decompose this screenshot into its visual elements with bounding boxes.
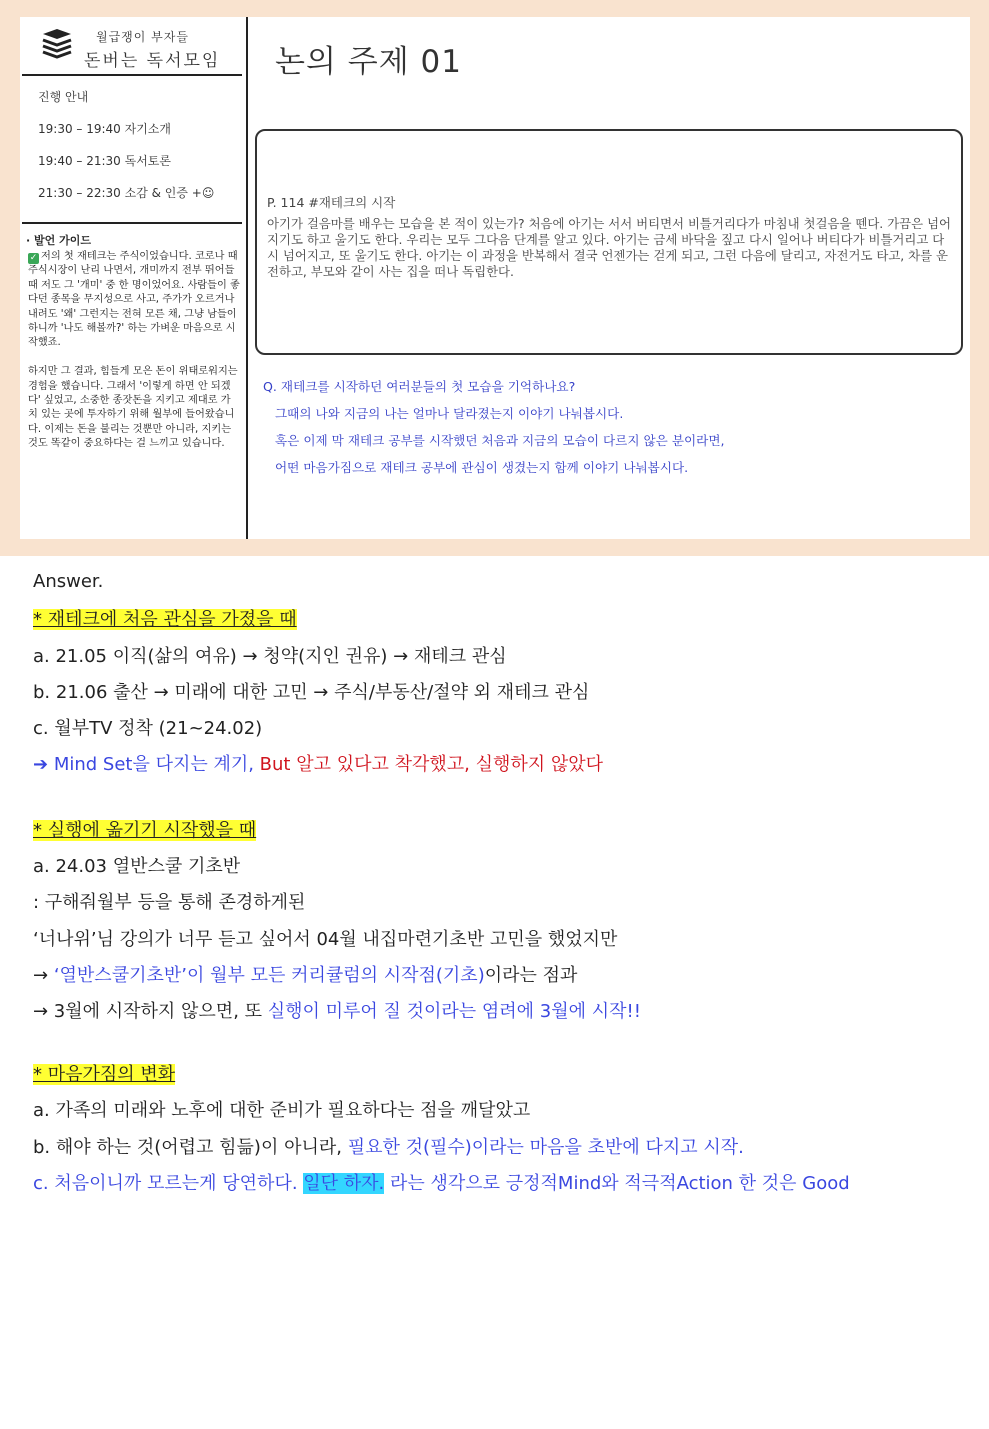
schedule-item: 19:40 – 21:30 독서토론 [38, 154, 171, 168]
answer-item [33, 1000, 641, 1024]
section-heading [33, 608, 297, 632]
brand-subtitle: 월급쟁이 부자들 [96, 30, 189, 44]
slide-sidebar [20, 17, 248, 539]
slide-background [0, 0, 989, 556]
heading-text: * 실행에 옮기기 시작했을 때 [33, 820, 257, 841]
schedule-list [38, 89, 214, 217]
answer-text: 이라는 점과 [484, 965, 578, 986]
passage-box [255, 129, 963, 355]
answer-item: c. 월부TV 정착 (21~24.02) [33, 718, 263, 739]
answer-text-blue: ‘열반스쿨기초반’이 월부 모든 커리큘럼의 시작점(기초) [53, 965, 485, 986]
checkbox-checked-icon: ✓ [29, 253, 38, 263]
guide-paragraph: 하지만 그 결과, 힘들게 모은 돈이 위태로워지는 경험을 했습니다. 그래서 '이렇게 하면 안 되겠다' 싶었고, 소중한 종잣돈을 지키고 제대로 가치 있는 곳에 투자하기 위해 월부에 들어왔습니다. 이제는 돈을 불리는 것뿐만 아니라, 지키는 것도 똑같이 중요하다는 걸 느끼고 있습니다. [28, 366, 238, 450]
answer-item: b. 21.06 출산 → 미래에 대한 고민 → 주식/부동산/절약 외 재테크 관심 [33, 682, 590, 703]
book-stack-icon [40, 27, 74, 61]
answer-item: a. 21.05 이직(삶의 여유) → 청약(지인 권유) → 재테크 관심 [33, 646, 507, 667]
question-line: 그때의 나와 지금의 나는 얼마나 달라졌는지 이야기 나눠봅시다. [275, 406, 624, 421]
arrow-icon: → [33, 965, 54, 986]
discussion-question [263, 379, 725, 487]
answer-item: ‘너나위’님 강의가 너무 듣고 싶어서 04월 내집마련기초반 고민을 했었지만 [33, 929, 618, 950]
question-title: Q. 재테크를 시작하던 여러분들의 첫 모습을 기억하나요? [263, 379, 576, 394]
answer-text: b. 해야 하는 것(어렵고 힘듦)이 아니라, [33, 1137, 348, 1158]
answer-label: Answer. [33, 571, 104, 592]
heading-text: * 마음가짐의 변화 [33, 1064, 176, 1085]
answer-item: : 구해줘월부 등을 통해 존경하게된 [33, 892, 306, 913]
answer-text: → 3월에 시작하지 않으면, 또 [33, 1001, 268, 1022]
answer-text-blue: Mind Set을 다지는 계기, [48, 754, 254, 775]
answer-item [33, 1136, 744, 1160]
section-heading [33, 1063, 175, 1087]
schedule-heading: 진행 안내 [38, 90, 89, 104]
topic-title: 논의 주제 01 [275, 44, 462, 80]
answer-text-blue: 라는 생각으로 긍정적Mind와 적극적Action 한 것은 Good [384, 1173, 850, 1194]
brand-header [22, 17, 242, 76]
answer-text-blue: c. 처음이니까 모르는게 당연하다. [33, 1173, 304, 1194]
passage-reference: P. 114 #재테크의 시작 [267, 195, 396, 210]
guide-title: · 발언 가이드 [26, 234, 91, 247]
heading-text: * 재테크에 처음 관심을 가졌을 때 [33, 609, 297, 630]
highlighted-text: 일단 하자. [303, 1173, 385, 1194]
guide-paragraph: 저의 첫 재테크는 주식이었습니다. 코로나 때 주식시장이 난리 나면서, 개미까지 전부 뛰어들 때 저도 그 '개미' 중 한 명이었어요. 사람들이 좋다던 종목을 무지성으로 사고, 주가가 오르거나 내려도 '왜' 그런지는 전혀 모른 채, 그냥 남들이 하니까 '나도 해볼까?' 하는 가벼운 마음으로 시작했죠. [28, 251, 240, 349]
answer-text-blue: 필요한 것(필수)이라는 마음을 초반에 다지고 시작. [347, 1137, 744, 1158]
answer-item: a. 24.03 열반스쿨 기초반 [33, 856, 241, 877]
guide-text [28, 250, 240, 452]
answer-item [33, 753, 603, 777]
answer-item [33, 964, 577, 988]
question-line: 혹은 이제 막 재테크 공부를 시작했던 처음과 지금의 모습이 다르지 않은 분이라면, [275, 433, 725, 448]
speaking-guide [22, 222, 242, 539]
brand-title: 돈버는 독서모임 [84, 51, 221, 71]
question-line: 어떤 마음가짐으로 재테크 공부에 관심이 생겼는지 함께 이야기 나눠봅시다. [275, 460, 689, 475]
answer-text-blue: 실행이 미루어 질 것이라는 염려에 3월에 시작!! [267, 1001, 641, 1022]
schedule-item: 19:30 – 19:40 자기소개 [38, 122, 171, 136]
discussion-slide [20, 17, 970, 539]
section-heading [33, 819, 256, 843]
passage-text: 아기가 걸음마를 배우는 모습을 본 적이 있는가? 처음에 아기는 서서 버티면서 비틀거리다가 마침내 첫걸음을 뗀다. 가끔은 넘어지기도 하고 울기도 한다. 우리는 모두 그다음 단계를 알고 있다. 아기는 금세 바닥을 짚고 다시 일어나 버티다가 비틀거리고 다시 넘어지고, 또 울기도 한다. 아기는 이 과정을 반복해서 결국 언젠가는 걷게 되고, 그런 다음에 달리고, 자전거도 타고, 차를 운전하고, 부모와 같이 사는 집을 떠나 독립한다. [267, 216, 951, 279]
answer-item [33, 1172, 850, 1196]
answer-item: a. 가족의 미래와 노후에 대한 준비가 필요하다는 점을 깨달았고 [33, 1100, 531, 1121]
answer-text-red: But 알고 있다고 착각했고, 실행하지 않았다 [253, 754, 604, 775]
schedule-item: 21:30 – 22:30 소감 & 인증 +☺ [38, 186, 215, 200]
arrow-icon: ➔ [33, 754, 49, 775]
